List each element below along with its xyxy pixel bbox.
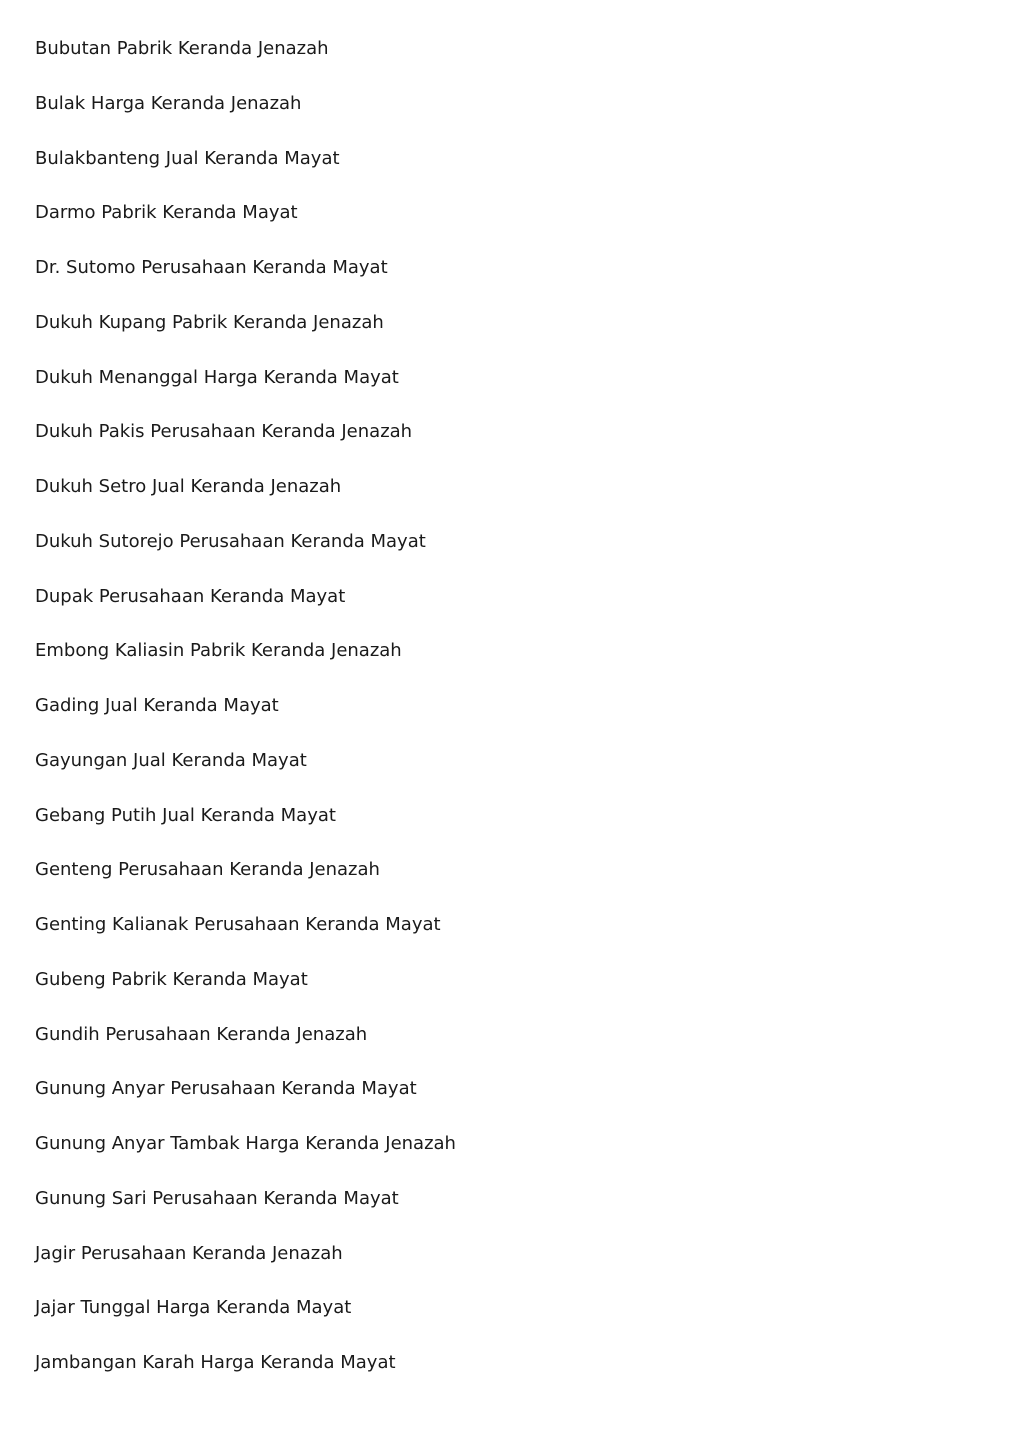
list-item: Darmo Pabrik Keranda Mayat bbox=[35, 202, 298, 224]
list-item: Gebang Putih Jual Keranda Mayat bbox=[35, 804, 336, 826]
list-item: Genteng Perusahaan Keranda Jenazah bbox=[35, 859, 380, 881]
list-item: Embong Kaliasin Pabrik Keranda Jenazah bbox=[35, 640, 402, 662]
location-list bbox=[35, 38, 456, 1407]
list-item: Bubutan Pabrik Keranda Jenazah bbox=[35, 38, 329, 59]
list-item: Dupak Perusahaan Keranda Mayat bbox=[35, 585, 346, 607]
list-item: Bulak Harga Keranda Jenazah bbox=[35, 92, 302, 114]
list-item: Gunung Anyar Perusahaan Keranda Mayat bbox=[35, 1078, 417, 1100]
list-item: Gunung Anyar Tambak Harga Keranda Jenazah bbox=[35, 1133, 456, 1154]
list-item: Dukuh Menanggal Harga Keranda Mayat bbox=[35, 366, 399, 388]
list-item: Dr. Sutomo Perusahaan Keranda Mayat bbox=[35, 257, 388, 278]
list-item: Jambangan Karah Harga Keranda Mayat bbox=[35, 1352, 396, 1373]
list-item: Dukuh Setro Jual Keranda Jenazah bbox=[35, 476, 342, 497]
list-item: Gubeng Pabrik Keranda Mayat bbox=[35, 968, 308, 990]
list-item: Genting Kalianak Perusahaan Keranda Mayat bbox=[35, 914, 441, 935]
list-item: Gunung Sari Perusahaan Keranda Mayat bbox=[35, 1187, 399, 1209]
list-item: Dukuh Kupang Pabrik Keranda Jenazah bbox=[35, 311, 384, 333]
list-item: Gayungan Jual Keranda Mayat bbox=[35, 749, 307, 771]
list-item: Jagir Perusahaan Keranda Jenazah bbox=[35, 1242, 343, 1264]
list-item: Dukuh Sutorejo Perusahaan Keranda Mayat bbox=[35, 530, 426, 552]
list-item: Dukuh Pakis Perusahaan Keranda Jenazah bbox=[35, 421, 413, 443]
list-item: Bulakbanteng Jual Keranda Mayat bbox=[35, 147, 340, 169]
list-item: Gundih Perusahaan Keranda Jenazah bbox=[35, 1023, 368, 1045]
list-item: Gading Jual Keranda Mayat bbox=[35, 695, 279, 716]
list-item: Jajar Tunggal Harga Keranda Mayat bbox=[35, 1297, 352, 1319]
